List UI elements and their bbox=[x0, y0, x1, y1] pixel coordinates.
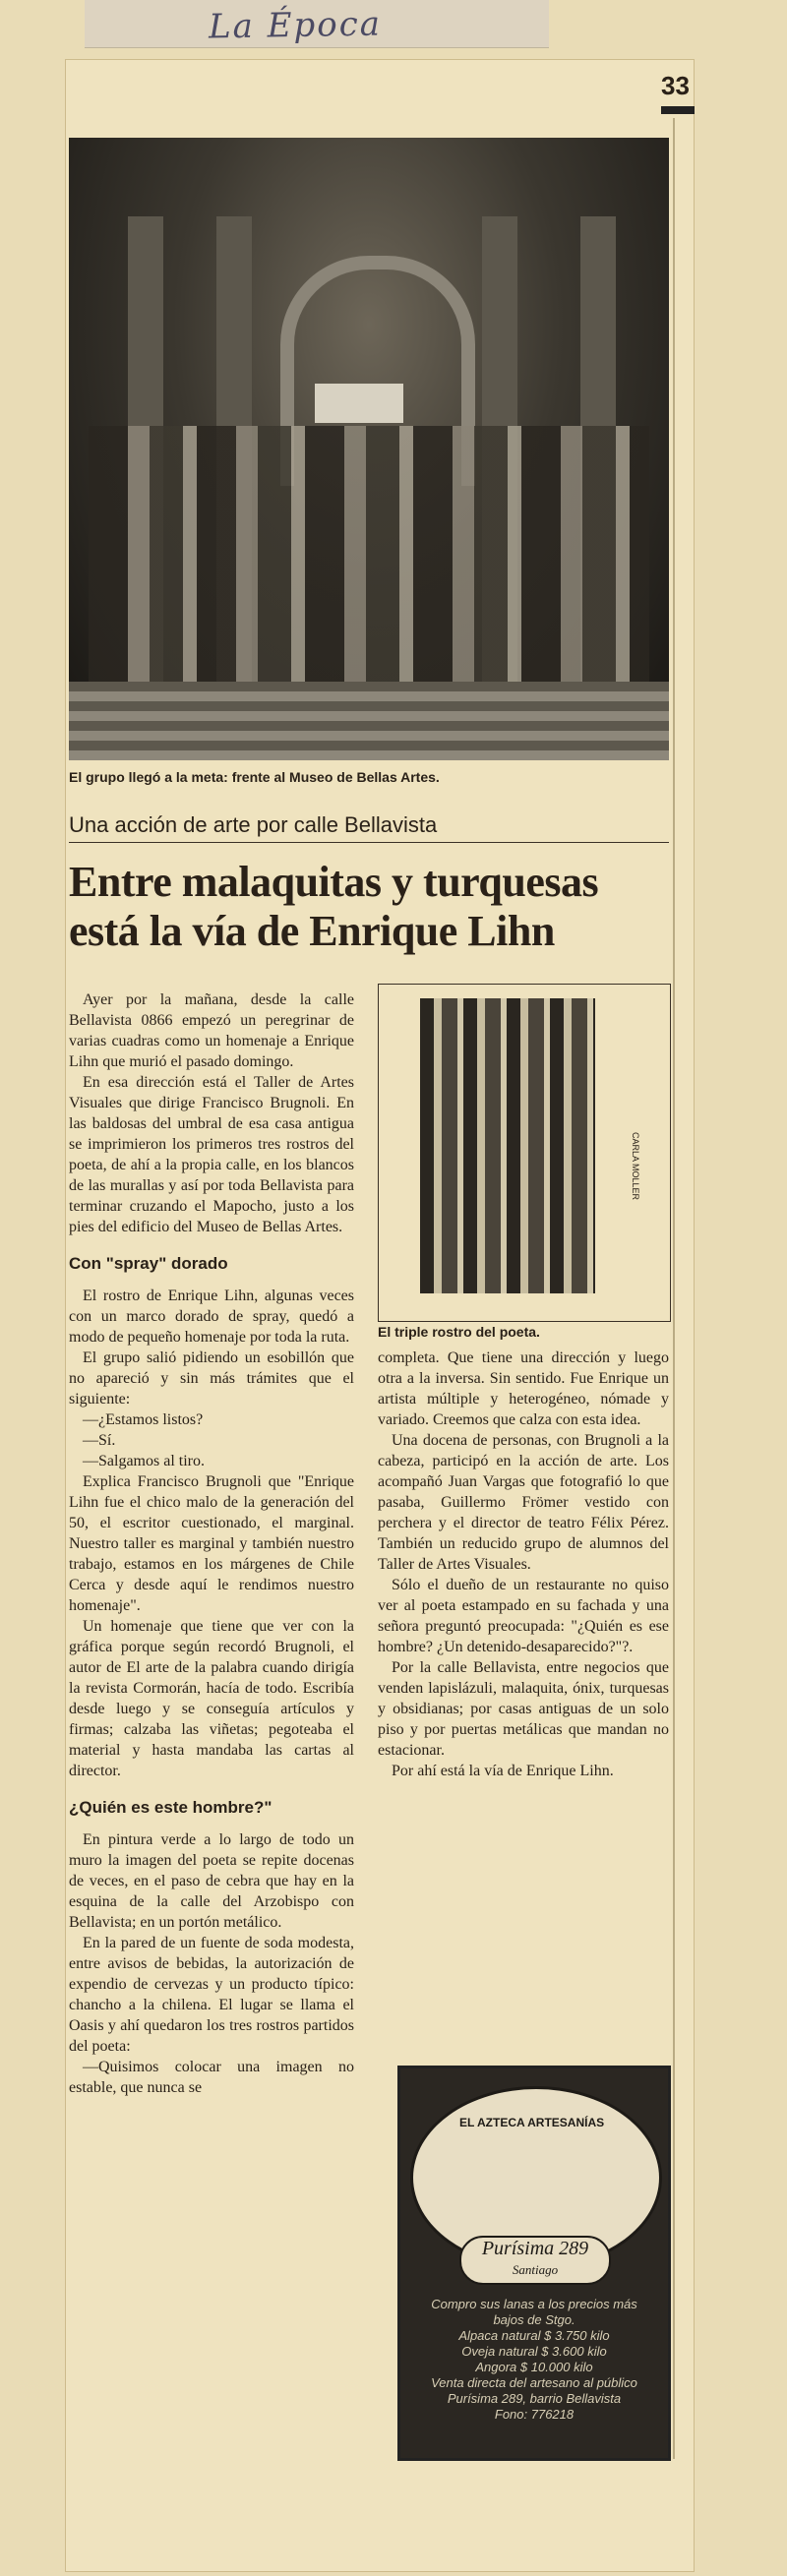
page-number: 33 bbox=[661, 71, 690, 100]
headline-line-2: está la vía de Enrique Lihn bbox=[69, 907, 555, 955]
triple-face-artwork bbox=[420, 998, 595, 1293]
article-column-1 bbox=[69, 989, 354, 2098]
paragraph: En la pared de un fuente de soda modesta, entre avisos de bebidas, la autorización de expendio de cervezas y un producto típico: chancho a la chilena. El lugar se llama el Oasis y ahí quedaron los tres rostros partidos del poeta: bbox=[69, 1935, 354, 2055]
ad-address: Purísima 289 bbox=[481, 2238, 589, 2259]
ad-city: Santiago bbox=[512, 2262, 559, 2277]
paragraph: En pintura verde a lo largo de todo un muro la imagen del poeta se repite docenas de veces, en el paso de cebra que hay en la esquina de la calle del Arzobispo con Bellavista; en un portón metálico. bbox=[69, 1831, 354, 1931]
photo-credit: CARLA MOLLER bbox=[631, 1132, 640, 1201]
ad-address-badge bbox=[459, 2236, 611, 2285]
paragraph: Sólo el dueño de un restaurante no quiso ver al poeta estampado en su fachada y una señora preguntó preocupada: "¿Quién es ese hombre? ¿Un detenido-desaparecido?"?. bbox=[378, 1577, 669, 1655]
dialogue-line: —Sí. bbox=[83, 1432, 116, 1449]
photo-crowd bbox=[89, 426, 649, 691]
paragraph: El rostro de Enrique Lihn, algunas veces con un marco dorado de spray, quedó a modo de pequeño homenaje por toda la ruta. bbox=[69, 1288, 354, 1346]
article-headline bbox=[69, 858, 669, 956]
page-number-rule bbox=[661, 106, 695, 114]
ad-price-line: Angora $ 10.000 kilo bbox=[475, 2360, 593, 2374]
column-rule bbox=[673, 118, 675, 2459]
group-photo bbox=[69, 138, 669, 760]
subheading: ¿Quién es este hombre?" bbox=[69, 1798, 272, 1817]
paragraph: Ayer por la mañana, desde la calle Bellavista 0866 empezó un peregrinar de varias cuadras como un homenaje a Enrique Lihn que murió el pasado domingo. bbox=[69, 991, 354, 1070]
archive-handwritten-label: La Época bbox=[208, 4, 383, 47]
paragraph: Explica Francisco Brugnoli que "Enrique Lihn fue el chico malo de la generación del 50, el escritor cuestionado, el marginal. Nuestro taller es marginal y también nuestro trabajo, estamos en los márgenes de Chile Cerca y desde aquí le rendimos nuestro homenaje". bbox=[69, 1473, 354, 1614]
article-column-2 bbox=[378, 1348, 669, 1781]
headline-line-1: Entre malaquitas y turquesas bbox=[69, 858, 599, 906]
poet-face-figure bbox=[378, 984, 671, 1322]
ad-price-line: Oveja natural $ 3.600 kilo bbox=[461, 2344, 607, 2359]
paragraph: Una docena de personas, con Brugnoli a la cabeza, participó en la acción de arte. Los acompañó Juan Vargas que fotografió lo que pasaba, Guillermo Frömer vestido con perchera y el director de teatro Félix Pérez. También un reducido grupo de alumnos del Taller de Artes Visuales. bbox=[378, 1432, 669, 1573]
archive-label-strip bbox=[85, 0, 549, 48]
ad-logo-text: EL AZTECA ARTESANÍAS bbox=[459, 2116, 605, 2129]
ad-line: Compro sus lanas a los precios más bajos de Stgo. bbox=[431, 2297, 637, 2327]
figure-caption: El triple rostro del poeta. bbox=[378, 1324, 540, 1340]
paragraph: Por ahí está la vía de Enrique Lihn. bbox=[392, 1763, 614, 1779]
article-kicker: Una acción de arte por calle Bellavista bbox=[69, 812, 438, 837]
ad-line: Fono: 776218 bbox=[494, 2407, 575, 2422]
photo-sign bbox=[315, 384, 403, 423]
dialogue-line: —Salgamos al tiro. bbox=[83, 1453, 205, 1469]
ad-body bbox=[414, 2297, 654, 2423]
paragraph: Por la calle Bellavista, entre negocios que venden lapislázuli, malaquita, ónix, turquesas y obsidianas; por casas antiguas de un solo piso y por puertas metálicas que mandan no estacionar. bbox=[378, 1659, 669, 1759]
kicker-rule bbox=[69, 842, 669, 843]
paragraph: El grupo salió pidiendo un esobillón que no apareció y sin más trámites que el siguiente: bbox=[69, 1349, 354, 1408]
photo-steps bbox=[69, 682, 669, 760]
paragraph: completa. Que tiene una dirección y luego otra a la inversa. Sin sentido. Fue Enrique un artista múltiple y heterogéneo, nómade y variado. Creemos que calza con esta idea. bbox=[378, 1349, 669, 1428]
ad-price-line: Alpaca natural $ 3.750 kilo bbox=[458, 2328, 610, 2343]
paragraph: —Quisimos colocar una imagen no estable, que nunca se bbox=[69, 2059, 354, 2096]
dialogue-line: —¿Estamos listos? bbox=[83, 1411, 204, 1428]
advertisement bbox=[397, 2066, 671, 2461]
photo-caption: El grupo llegó a la meta: frente al Museo de Bellas Artes. bbox=[69, 769, 440, 785]
ad-line: Purísima 289, barrio Bellavista bbox=[447, 2391, 622, 2406]
paragraph: Un homenaje que tiene que ver con la gráfica porque según recordó Brugnoli, el autor de El arte de la palabra cuando dirigía la revista Cormorán, hacía de todo. Escribía desde luego y se conseguía artículos y firmas; calzaba las viñetas; pegoteaba el material y hasta mandaba las cartas al director. bbox=[69, 1618, 354, 1779]
ad-line: Venta directa del artesano al público bbox=[431, 2375, 637, 2390]
paragraph: En esa dirección está el Taller de Artes Visuales que dirige Francisco Brugnoli. En las baldosas del umbral de esa casa antigua se imprimieron los primeros tres rostros del poeta, de ahí a la propia calle, en los blancos de las murallas y así por toda Bellavista para terminar cruzando el Mapocho, justo a los pies del edificio del Museo de Bellas Artes. bbox=[69, 1074, 354, 1235]
subheading: Con "spray" dorado bbox=[69, 1254, 228, 1273]
